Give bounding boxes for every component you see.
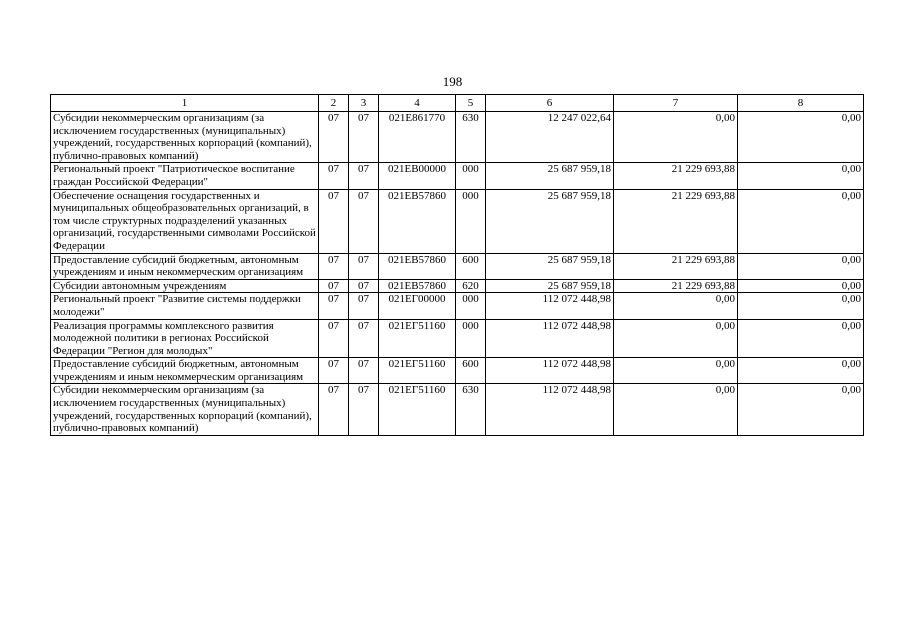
- row-amount-8: 0,00: [738, 358, 864, 384]
- row-amount-6: 25 687 959,18: [486, 279, 614, 293]
- row-subsection: 07: [349, 253, 379, 279]
- page-number: 198: [442, 74, 463, 89]
- row-target-code: 021EB57860: [379, 189, 456, 253]
- row-amount-7: 21 229 693,88: [614, 163, 738, 189]
- budget-table: [50, 94, 864, 436]
- row-expense-type: 620: [456, 279, 486, 293]
- table-row: [51, 189, 864, 253]
- row-section: 07: [319, 358, 349, 384]
- row-amount-8: 0,00: [738, 163, 864, 189]
- row-amount-6: 112 072 448,98: [486, 358, 614, 384]
- row-target-code: 021EГ00000: [379, 293, 456, 319]
- table-row: [51, 279, 864, 293]
- column-header-2: 2: [319, 95, 349, 112]
- row-amount-7: 0,00: [614, 384, 738, 435]
- row-subsection: 07: [349, 319, 379, 358]
- row-amount-8: 0,00: [738, 384, 864, 435]
- row-section: 07: [319, 319, 349, 358]
- row-name: Субсидии автономным учреждениям: [51, 279, 319, 293]
- row-name: Обеспечение оснащения государственных и муниципальных общеобразовательных организаций, в том числе структурных подразделений указанных организаций, государственными символами Российской Федерации: [51, 189, 319, 253]
- row-expense-type: 000: [456, 163, 486, 189]
- row-amount-8: 0,00: [738, 253, 864, 279]
- column-header-8: 8: [738, 95, 864, 112]
- row-amount-7: 0,00: [614, 112, 738, 163]
- row-expense-type: 600: [456, 358, 486, 384]
- row-name: Субсидии некоммерческим организациям (за исключением государственных (муниципальных) учреждений, государственных корпораций (компаний), публично-правовых компаний): [51, 112, 319, 163]
- row-amount-6: 25 687 959,18: [486, 253, 614, 279]
- row-section: 07: [319, 163, 349, 189]
- column-header-7: 7: [614, 95, 738, 112]
- row-name: Региональный проект "Патриотическое воспитание граждан Российской Федерации": [51, 163, 319, 189]
- row-amount-7: 21 229 693,88: [614, 253, 738, 279]
- table-row: [51, 384, 864, 435]
- row-section: 07: [319, 112, 349, 163]
- row-amount-8: 0,00: [738, 319, 864, 358]
- row-amount-6: 25 687 959,18: [486, 189, 614, 253]
- row-target-code: 021EГ51160: [379, 358, 456, 384]
- table-row: [51, 319, 864, 358]
- row-target-code: 021EГ51160: [379, 384, 456, 435]
- column-header-1: 1: [51, 95, 319, 112]
- row-section: 07: [319, 279, 349, 293]
- row-subsection: 07: [349, 358, 379, 384]
- row-subsection: 07: [349, 384, 379, 435]
- header-row: [51, 95, 864, 112]
- row-subsection: 07: [349, 189, 379, 253]
- row-subsection: 07: [349, 279, 379, 293]
- column-header-5: 5: [456, 95, 486, 112]
- row-name: Предоставление субсидий бюджетным, автономным учреждениям и иным некоммерческим организациям: [51, 358, 319, 384]
- row-name: Субсидии некоммерческим организациям (за исключением государственных (муниципальных) учреждений, государственных корпораций (компаний), публично-правовых компаний): [51, 384, 319, 435]
- row-subsection: 07: [349, 112, 379, 163]
- row-amount-8: 0,00: [738, 279, 864, 293]
- row-target-code: 021EB00000: [379, 163, 456, 189]
- row-amount-7: 0,00: [614, 319, 738, 358]
- row-amount-7: 0,00: [614, 358, 738, 384]
- row-section: 07: [319, 384, 349, 435]
- row-name: Региональный проект "Развитие системы поддержки молодежи": [51, 293, 319, 319]
- row-target-code: 021E861770: [379, 112, 456, 163]
- table-row: [51, 112, 864, 163]
- row-target-code: 021EB57860: [379, 279, 456, 293]
- row-name: Предоставление субсидий бюджетным, автономным учреждениям и иным некоммерческим организациям: [51, 253, 319, 279]
- row-name: Реализация программы комплексного развития молодежной политики в регионах Российской Федерации "Регион для молодых": [51, 319, 319, 358]
- table-row: [51, 253, 864, 279]
- row-expense-type: 630: [456, 112, 486, 163]
- row-amount-7: 0,00: [614, 293, 738, 319]
- row-expense-type: 000: [456, 293, 486, 319]
- column-header-6: 6: [486, 95, 614, 112]
- row-subsection: 07: [349, 293, 379, 319]
- row-amount-6: 12 247 022,64: [486, 112, 614, 163]
- table-row: [51, 163, 864, 189]
- row-amount-6: 112 072 448,98: [486, 319, 614, 358]
- row-amount-7: 21 229 693,88: [614, 189, 738, 253]
- row-expense-type: 000: [456, 189, 486, 253]
- row-expense-type: 630: [456, 384, 486, 435]
- row-amount-6: 25 687 959,18: [486, 163, 614, 189]
- row-section: 07: [319, 293, 349, 319]
- column-header-3: 3: [349, 95, 379, 112]
- row-amount-6: 112 072 448,98: [486, 293, 614, 319]
- row-amount-8: 0,00: [738, 112, 864, 163]
- row-subsection: 07: [349, 163, 379, 189]
- row-amount-8: 0,00: [738, 189, 864, 253]
- row-section: 07: [319, 189, 349, 253]
- row-target-code: 021EB57860: [379, 253, 456, 279]
- table-row: [51, 358, 864, 384]
- column-header-4: 4: [379, 95, 456, 112]
- row-target-code: 021EГ51160: [379, 319, 456, 358]
- row-amount-6: 112 072 448,98: [486, 384, 614, 435]
- row-amount-7: 21 229 693,88: [614, 279, 738, 293]
- table-row: [51, 293, 864, 319]
- row-expense-type: 000: [456, 319, 486, 358]
- row-amount-8: 0,00: [738, 293, 864, 319]
- row-section: 07: [319, 253, 349, 279]
- row-expense-type: 600: [456, 253, 486, 279]
